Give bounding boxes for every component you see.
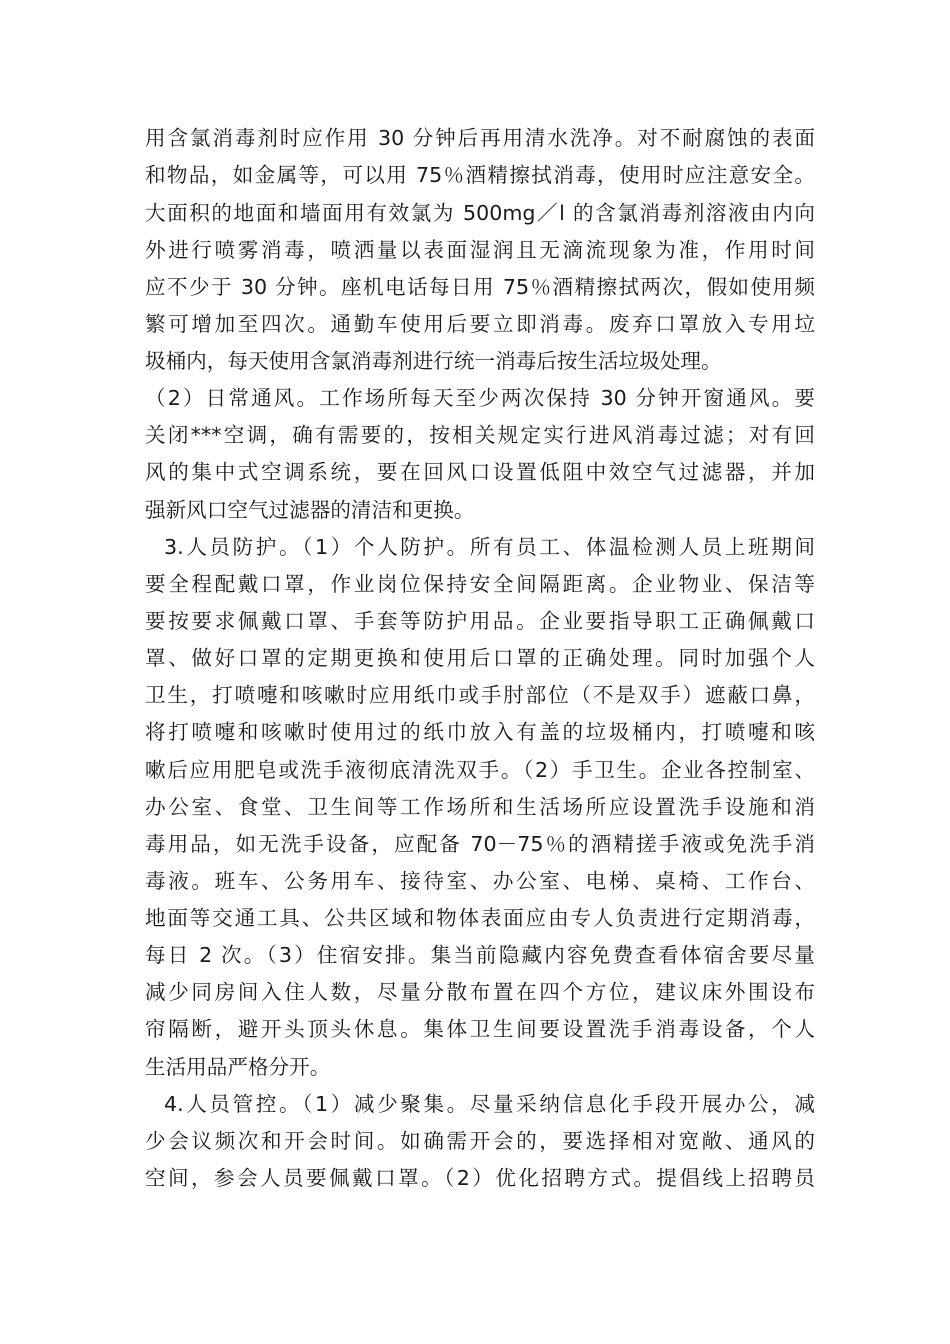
text-line: 嗽后应用肥皂或洗手液彻底清洗双手。（2）手卫生。企业各控制室、 <box>145 758 815 782</box>
text-line: 地面等交通工具、公共区域和物体表面应由专人负责进行定期消毒， <box>145 906 815 930</box>
text-line: 少会议频次和开会时间。如确需开会的，要选择相对宽敞、通风的 <box>145 1129 815 1153</box>
text-line: 繁可增加至四次。通勤车使用后要立即消毒。废弃口罩放入专用垃 <box>145 312 815 336</box>
text-line: 强新风口空气过滤器的清洁和更换。 <box>145 498 475 522</box>
text-line: 办公室、食堂、卫生间等工作场所和生活场所应设置洗手设施和消 <box>145 795 815 819</box>
text-line: 和物品，如金属等，可以用 75％酒精擦拭消毒，使用时应注意安全。 <box>145 163 815 187</box>
text-line: 生活用品严格分开。 <box>145 1055 331 1079</box>
text-line: 卫生，打喷嚏和咳嗽时应用纸巾或手肘部位（不是双手）遮蔽口鼻， <box>145 683 815 707</box>
text-line: 要按要求佩戴口罩、手套等防护用品。企业要指导职工正确佩戴口 <box>145 609 815 633</box>
text-line: 风的集中式空调系统，要在回风口设置低阻中效空气过滤器，并加 <box>145 460 815 484</box>
paragraph-start-line: 4.人员管控。（1）减少聚集。尽量采纳信息化手段开展办公，减 <box>164 1092 815 1116</box>
text-line: 关闭***空调，确有需要的，按相关规定实行进风消毒过滤；对有回 <box>145 423 815 447</box>
text-line: 每日 2 次。（3）住宿安排。集当前隐藏内容免费查看体宿舍要尽量 <box>145 943 815 967</box>
text-line: 应不少于 30 分钟。座机电话每日用 75％酒精擦拭两次，假如使用频 <box>145 275 815 299</box>
paragraph-start-line: 3.人员防护。（1）个人防护。所有员工、体温检测人员上班期间 <box>164 535 815 559</box>
text-line: 帘隔断，避开头顶头休息。集体卫生间要设置洗手消毒设备，个人 <box>145 1017 815 1041</box>
text-line: 减少同房间入住人数，尽量分散布置在四个方位，建议床外围设布 <box>145 980 815 1004</box>
text-line: 大面积的地面和墙面用有效氯为 500mg／l 的含氯消毒剂溶液由内向 <box>145 201 815 225</box>
text-line: 外进行喷雾消毒，喷洒量以表面湿润且无滴流现象为准，作用时间 <box>145 238 815 262</box>
text-line: 要全程配戴口罩，作业岗位保持安全间隔距离。企业物业、保洁等 <box>145 572 815 596</box>
text-line: 罩、做好口罩的定期更换和使用后口罩的正确处理。同时加强个人 <box>145 646 815 670</box>
text-line: 圾桶内，每天使用含氯消毒剂进行统一消毒后按生活垃圾处理。 <box>145 349 722 373</box>
text-line: 毒液。班车、公务用车、接待室、办公室、电梯、桌椅、工作台、 <box>145 869 815 893</box>
text-line: 毒用品，如无洗手设备，应配备 70－75％的酒精搓手液或免洗手消 <box>145 832 815 856</box>
text-line: （2）日常通风。工作场所每天至少两次保持 30 分钟开窗通风。要 <box>145 386 815 410</box>
text-line: 将打喷嚏和咳嗽时使用过的纸巾放入有盖的垃圾桶内，打喷嚏和咳 <box>145 720 815 744</box>
text-line: 空间，参会人员要佩戴口罩。（2）优化招聘方式。提倡线上招聘员 <box>145 1166 815 1190</box>
text-line: 用含氯消毒剂时应作用 30 分钟后再用清水洗净。对不耐腐蚀的表面 <box>145 126 815 150</box>
